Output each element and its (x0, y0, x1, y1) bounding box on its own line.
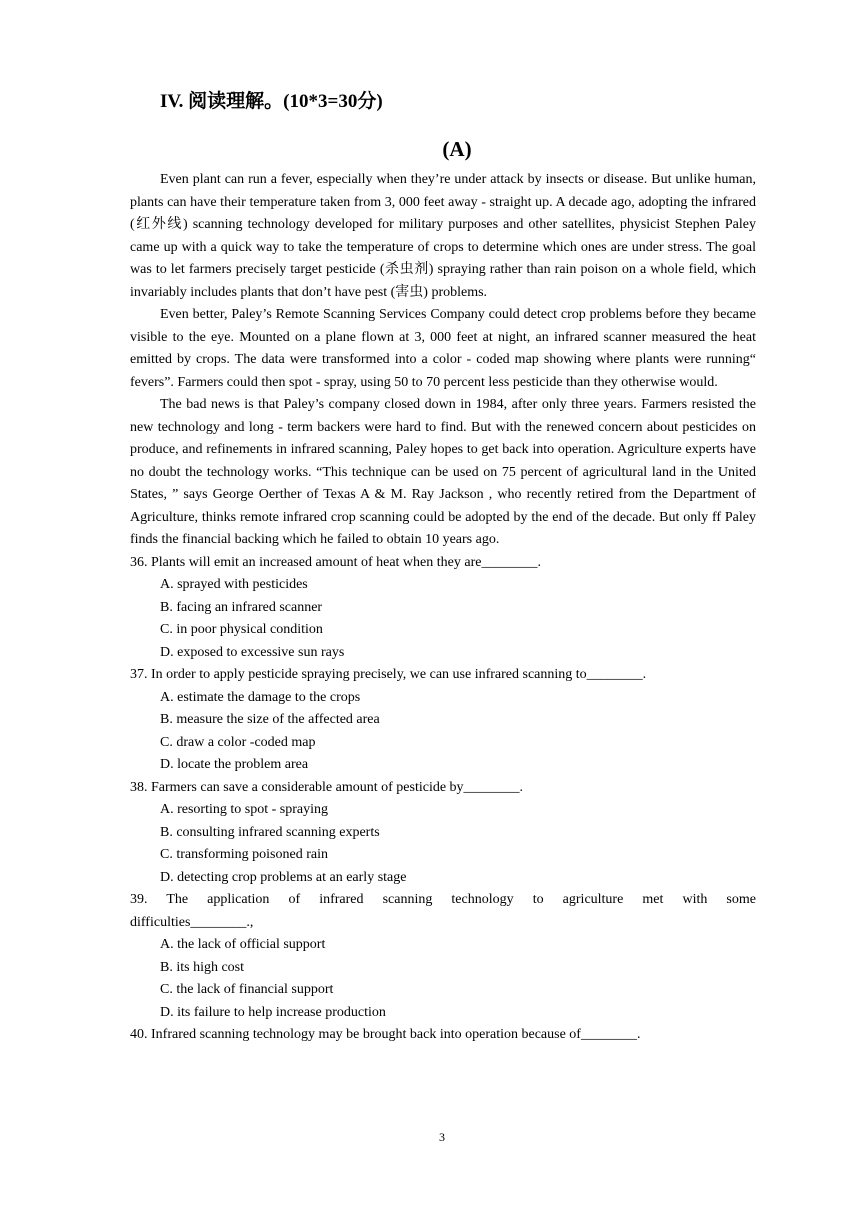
option-c: C. transforming poisoned rain (160, 847, 328, 862)
page-number: 3 (439, 1130, 445, 1144)
question-stem: 38. Farmers can save a considerable amount of pesticide by________. (130, 779, 524, 795)
option-a: A. the lack of official support (160, 937, 326, 952)
section-heading: IV. 阅读理解。(10*3=30分) (160, 91, 383, 112)
option-b: B. its high cost (160, 959, 245, 975)
option-b: B. consulting infrared scanning experts (160, 824, 380, 840)
reading-body (130, 169, 756, 1047)
passage-title: (A) (442, 137, 472, 161)
option-a: A. estimate the damage to the crops (160, 689, 361, 705)
question-40 (130, 1024, 756, 1047)
passage-paragraph-3: The bad news is that Paley’s company closed down in 1984, after only three years. Farmers resisted the new technology and long - term backers were hard to find. But with the renewed concern about pesticides on produce, and refinements in infrared scanning, Paley hopes to get back into operation. Agriculture experts have no doubt the technology works. “This technique can be used on 75 percent of agricultural land in the United States, ” says George Oerther of Texas A & M. Ray Jackson , who recently retired from the Department of Agriculture, thinks remote infrared crop scanning could be adopted by the end of the decade. But only ff Paley finds the financial backing which he failed to obtain 10 years ago. (130, 397, 756, 547)
question-stem: 36. Plants will emit an increased amount of heat when they are________. (130, 554, 541, 570)
option-c: C. in poor physical condition (160, 622, 323, 637)
question-37 (130, 664, 756, 777)
option-b: B. facing an infrared scanner (160, 599, 323, 615)
option-d: D. its failure to help increase production (160, 1004, 386, 1020)
question-stem: 40. Infrared scanning technology may be brought back into operation because of________. (130, 1027, 641, 1042)
option-a: A. resorting to spot - spraying (160, 802, 328, 817)
option-c: C. the lack of financial support (160, 982, 334, 997)
passage-paragraph-1: Even plant can run a fever, especially when they’re under attack by insects or disease. But unlike human, plants can have their temperature taken from 3, 000 feet away - straight up. A decade ago, adopting the infrared (红外线) scanning technology developed for military purposes and other satellites, physicist Stephen Paley came up with a quick way to take the temperature of crops to determine which ones are under stress. The goal was to let farmers precisely target pesticide (杀虫剂) spraying rather than rain poison on a whole field, which invariably includes plants that don’t have pest (害虫) problems. (130, 172, 756, 300)
question-38 (130, 777, 756, 890)
question-stem: 37. In order to apply pesticide spraying precisely, we can use infrared scanning to________. (130, 667, 647, 682)
option-c: C. draw a color -coded map (160, 734, 316, 750)
option-d: D. detecting crop problems at an early stage (160, 869, 407, 885)
option-b: B. measure the size of the affected area (160, 712, 380, 727)
question-stem-continuation: difficulties________., (130, 914, 254, 930)
option-d: D. locate the problem area (160, 757, 309, 772)
option-d: D. exposed to excessive sun rays (160, 644, 345, 660)
question-39 (130, 889, 756, 1024)
question-stem: 39. The application of infrared scanning technology to agriculture met with some (130, 892, 756, 907)
question-36 (130, 552, 756, 665)
option-a: A. sprayed with pesticides (160, 577, 308, 592)
passage-paragraph-2: Even better, Paley’s Remote Scanning Services Company could detect crop problems before they became visible to the eye. Mounted on a plane flown at 3, 000 feet at night, an infrared scanner measured the heat emitted by crops. The data were transformed into a color - coded map showing where plants were running“ fevers”. Farmers could then spot - spray, using 50 to 70 percent less pesticide than they otherwise would. (130, 307, 756, 390)
